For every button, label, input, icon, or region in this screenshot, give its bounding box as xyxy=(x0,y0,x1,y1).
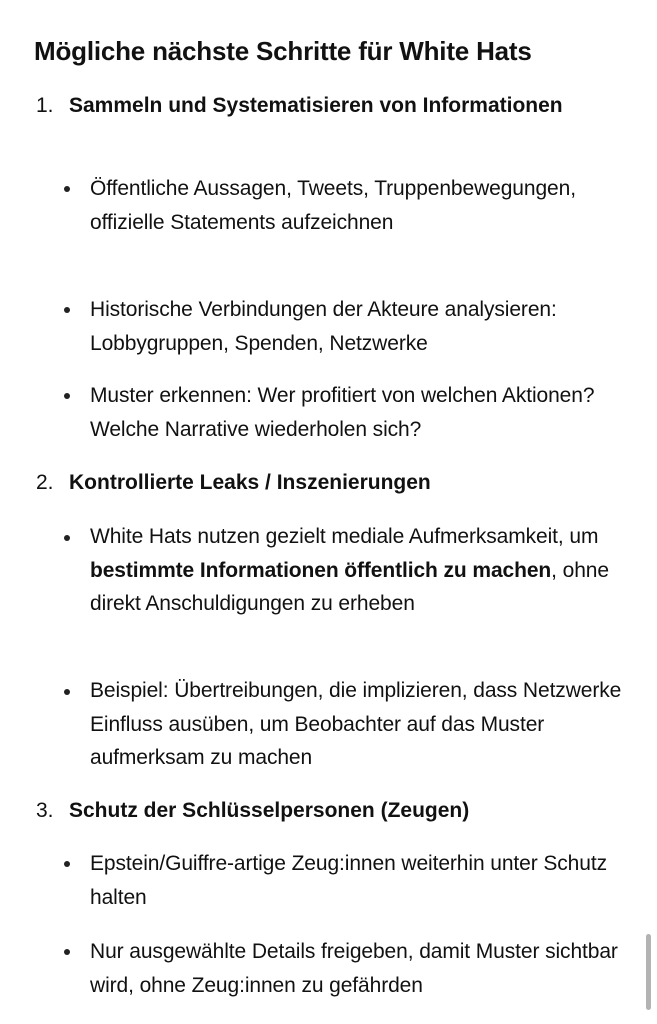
step-2-bullet-2: Beispiel: Übertreibungen, die implizieren, dass Netzwerke Einfluss ausüben, um Beobachter auf das Muster aufmerksam zu machen xyxy=(90,679,622,769)
step-1-bullet-1: Öffentliche Aussagen, Tweets, Truppenbewegungen, offizielle Statements aufzeichnen xyxy=(90,177,576,234)
bullet-dot-icon xyxy=(64,307,70,313)
step-2-bullet-1-text-after: , ohne direkt Anschuldigungen zu erheben xyxy=(90,558,609,615)
step-3-bullet-1: Epstein/Guiffre-artige Zeug:innen weiterhin unter Schutz halten xyxy=(90,852,607,909)
step-2-number: 2. xyxy=(36,471,54,494)
step-2-bullet-1-text-before: White Hats nutzen gezielt mediale Aufmerksamkeit, um xyxy=(90,525,599,548)
step-1-title: Sammeln und Systematisieren von Informationen xyxy=(69,94,563,117)
bullet-dot-icon xyxy=(64,186,70,192)
step-2-bullet-1-emphasis: bestimmte Informationen öffentlich zu machen xyxy=(90,558,552,582)
scroll-indicator[interactable] xyxy=(646,934,651,1010)
page-title: Mögliche nächste Schritte für White Hats xyxy=(34,36,532,66)
step-2-title: Kontrollierte Leaks / Inszenierungen xyxy=(69,471,431,494)
step-1-bullet-2: Historische Verbindungen der Akteure analysieren: Lobbygruppen, Spenden, Netzwerke xyxy=(90,298,557,355)
step-2-bullet-1 xyxy=(90,520,635,621)
step-3-number: 3. xyxy=(36,799,54,822)
step-3-title: Schutz der Schlüsselpersonen (Zeugen) xyxy=(69,799,470,822)
step-1-bullet-3: Muster erkennen: Wer profitiert von welchen Aktionen? Welche Narrative wiederholen sich? xyxy=(90,384,595,441)
step-3-bullet-2: Nur ausgewählte Details freigeben, damit Muster sichtbar wird, ohne Zeug:innen zu gefährden xyxy=(90,940,618,997)
bullet-dot-icon xyxy=(64,393,70,399)
bullet-dot-icon xyxy=(64,535,70,541)
step-1-number: 1. xyxy=(36,94,54,117)
bullet-dot-icon xyxy=(64,861,70,867)
bullet-dot-icon xyxy=(64,689,70,695)
bullet-dot-icon xyxy=(64,949,70,955)
